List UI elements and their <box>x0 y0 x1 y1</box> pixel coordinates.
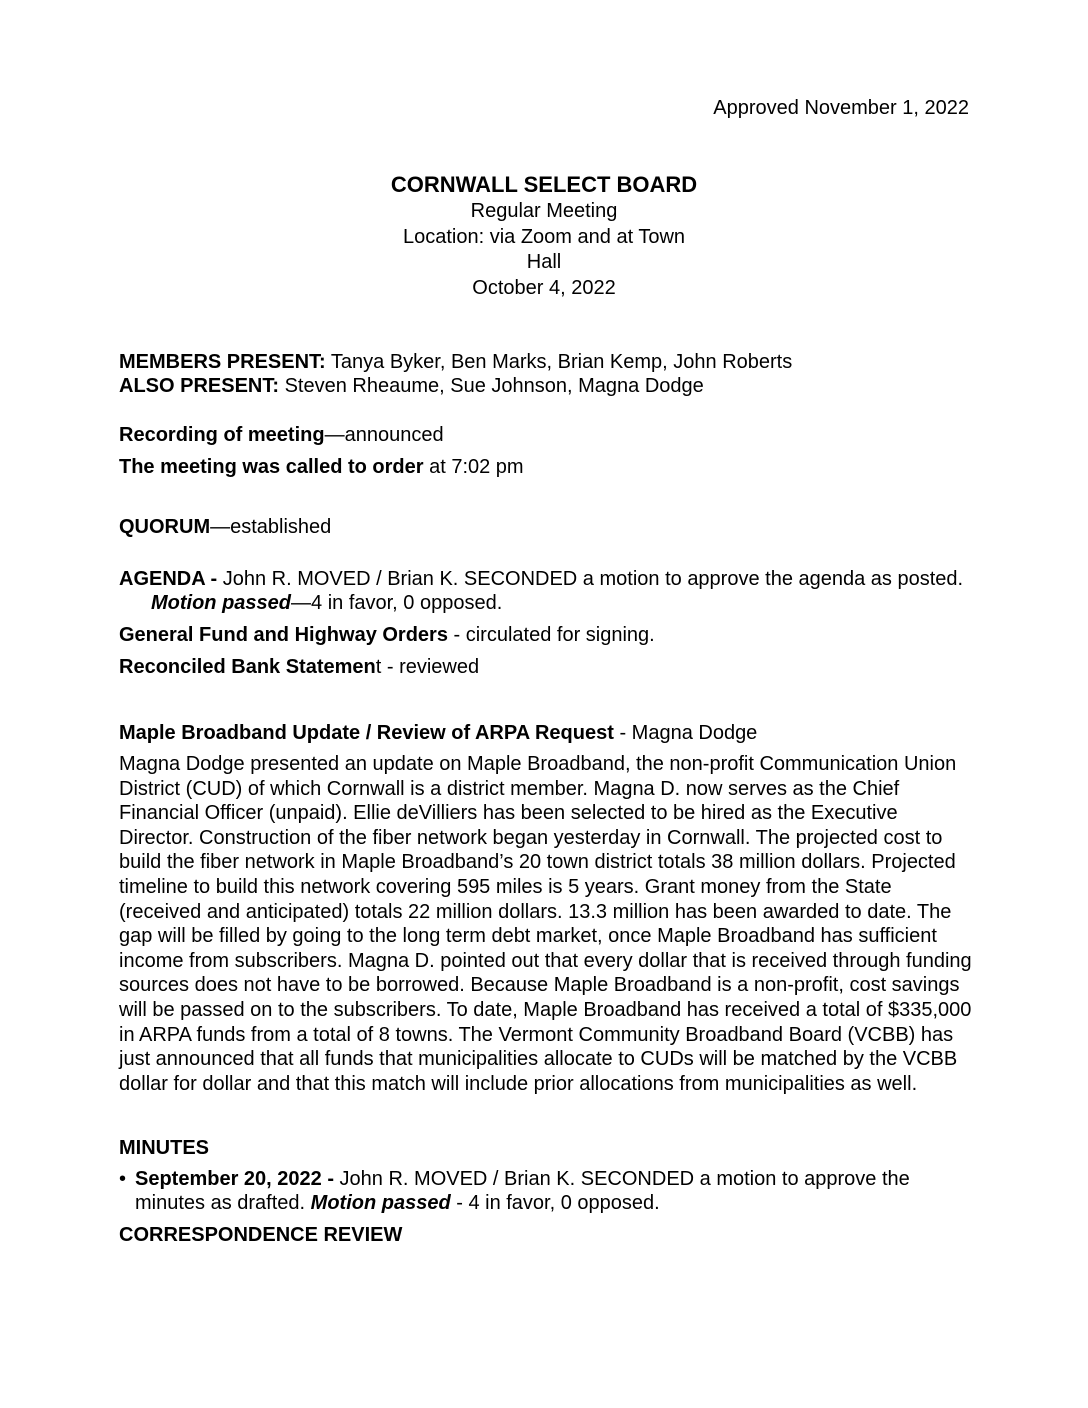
minutes-item-result: - 4 in favor, 0 opposed. <box>450 1192 660 1215</box>
orders-line <box>119 623 974 647</box>
minutes-item-date: September 20, 2022 - <box>135 1168 334 1191</box>
also-present <box>119 374 974 398</box>
members-present-label: MEMBERS PRESENT: <box>119 351 326 373</box>
agenda-result: —4 in favor, 0 opposed. <box>291 592 503 614</box>
recording-label: Recording of meeting <box>119 424 325 446</box>
also-present-names: Steven Rheaume, Sue Johnson, Magna Dodge <box>279 375 704 397</box>
quorum-line <box>119 515 974 539</box>
recording-text: —announced <box>324 424 444 446</box>
bank-statement-line <box>119 655 974 679</box>
broadband-presenter: - Magna Dodge <box>613 722 758 744</box>
document-header <box>0 171 1088 301</box>
bank-statement-text: t - reviewed <box>375 656 480 678</box>
minutes-item-motion-text: John R. MOVED / Brian K. SECONDED a motion to approve the minutes as drafted. <box>135 1168 910 1215</box>
agenda-item <box>119 567 974 615</box>
bullet-icon: • <box>119 1168 127 1191</box>
members-present-names: Tanya Byker, Ben Marks, Brian Kemp, John Roberts <box>325 351 793 373</box>
quorum-text: —established <box>210 516 332 538</box>
broadband-paragraph: Magna Dodge presented an update on Maple Broadband, the non-profit Communication Union District (CUD) of which Cornwall is a district member. Magna D. now serves as the Chief Financial Officer (unpaid). Ellie deVilliers has been selected to be hired as the Executive Director. Construction of the fiber network began yesterday in Cornwall. The projected cost to build the fiber network in Maple Broadband’s 20 town district totals 38 million dollars. Projected timeline to build this network covering 595 miles is 5 years. Grant money from the State (received and anticipated) totals 22 million dollars. 13.3 million has been awarded to date. The gap will be filled by going to the long term debt market, once Maple Broadband has sufficient income from subscribers. Magna D. pointed out that every dollar that is received through funding sources does not have to be borrowed. Because Maple Broadband is a non-profit, cost savings will be passed on to the subscribers. To date, Maple Broadband has received a total of $335,000 in ARPA funds from a total of 8 towns. The Vermont Community Broadband Board (VCBB) has just announced that all funds that municipalities allocate to CUDs will be matched by the VCBB dollar for dollar and that this match will include prior allocations from municipalities as well. <box>119 753 972 1095</box>
agenda-label: AGENDA - <box>119 568 218 590</box>
minutes-item-motion: Motion passed <box>310 1192 451 1215</box>
recording-line <box>119 423 974 447</box>
orders-text: - circulated for signing. <box>447 624 655 646</box>
broadband-label: Maple Broadband Update / Review of ARPA Request <box>119 722 614 744</box>
agenda-text: John R. MOVED / Brian K. SECONDED a motion to approve the agenda as posted. <box>217 568 964 590</box>
minutes-item-text <box>135 1167 974 1215</box>
meeting-location-line1: Location: via Zoom and at Town <box>402 225 686 248</box>
document-title: CORNWALL SELECT BOARD <box>390 172 698 197</box>
approval-note: Approved November 1, 2022 <box>713 97 969 119</box>
call-to-order-label: The meeting was called to order <box>119 456 424 478</box>
minutes-heading: MINUTES <box>119 1137 209 1160</box>
broadband-heading <box>119 721 974 745</box>
orders-label: General Fund and Highway Orders <box>119 624 448 646</box>
agenda-motion: Motion passed <box>151 592 292 614</box>
also-present-label: ALSO PRESENT: <box>119 375 280 397</box>
quorum-label: QUORUM <box>119 516 211 538</box>
meeting-type: Regular Meeting <box>470 200 618 222</box>
call-to-order-text: at 7:02 pm <box>423 456 524 478</box>
members-present <box>119 350 974 374</box>
meeting-location-line2: Hall <box>526 251 562 273</box>
call-to-order-line <box>119 455 974 479</box>
meeting-date: October 4, 2022 <box>472 276 616 299</box>
bank-statement-label: Reconciled Bank Statemen <box>119 656 376 678</box>
correspondence-heading: CORRESPONDENCE REVIEW <box>119 1224 403 1247</box>
minutes-body <box>119 350 974 1247</box>
minutes-item <box>119 1167 974 1215</box>
